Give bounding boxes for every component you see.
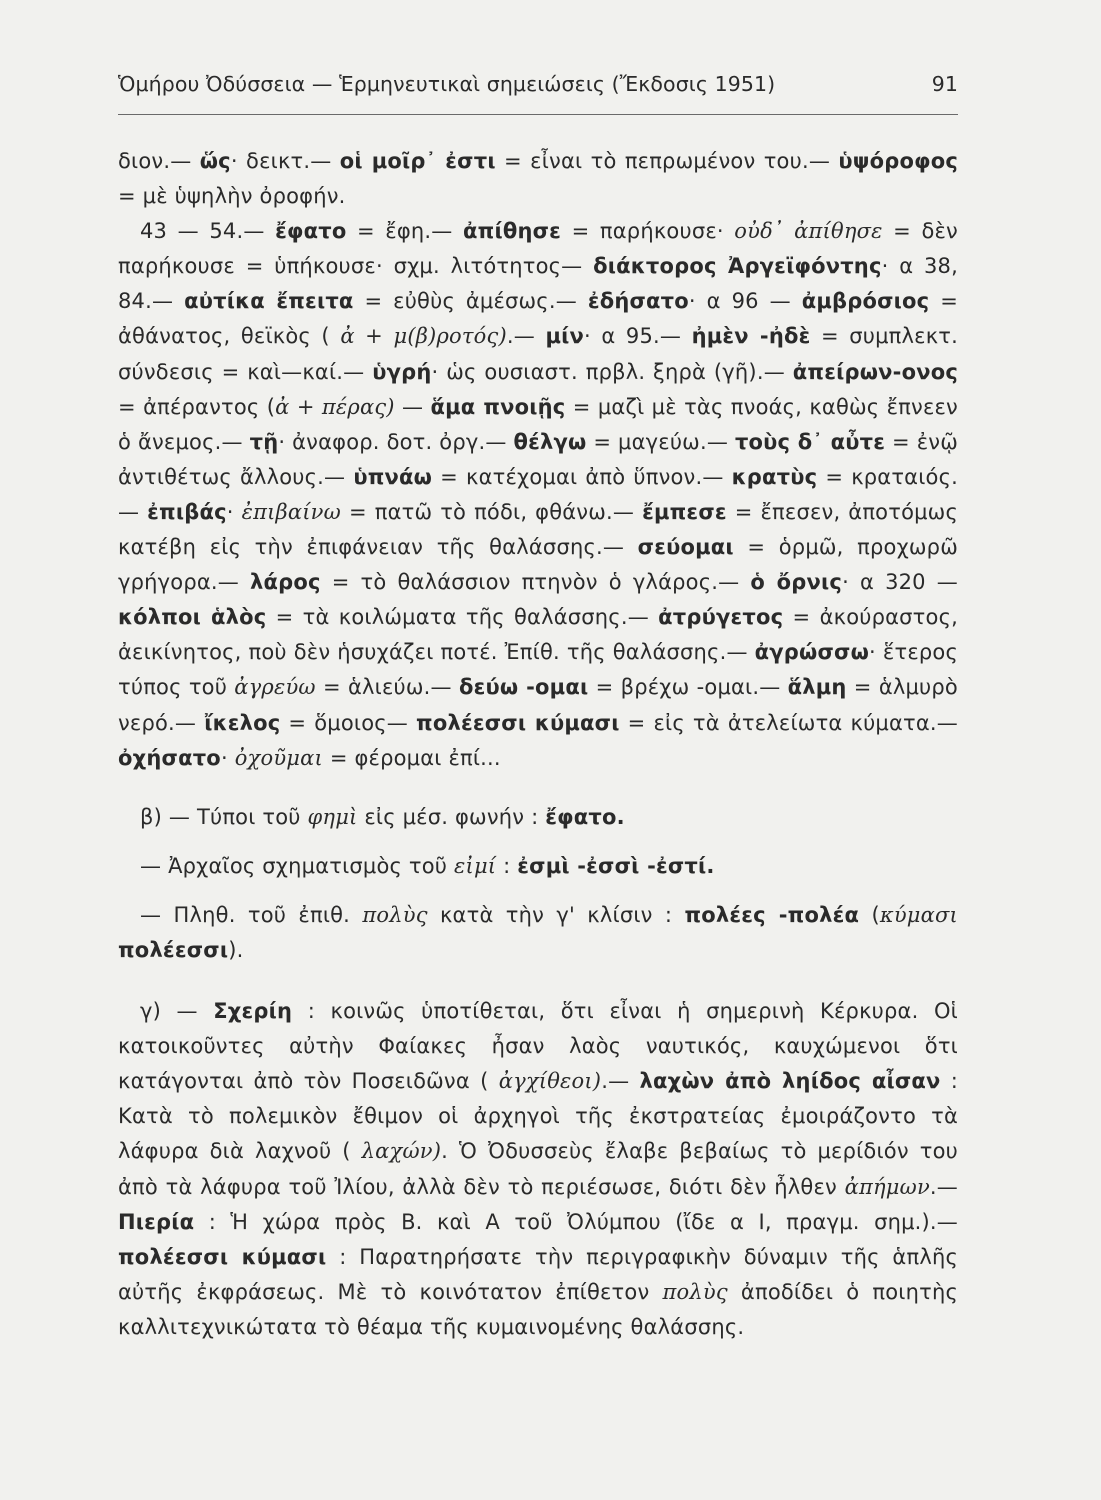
- italic-form: ἀπήμων: [844, 1174, 930, 1199]
- gloss-text: : κοινῶς ὑποτίθεται, ὅτι εἶναι ἡ σημερινὴ Κέρκυρα. Οἱ κατοικοῦντες αὐτὴν Φαίακες ἦσαν λαὸς ναυτικός, καυχώμενοι ὅτι κατάγονται ἀπὸ τὸν Ποσειδῶνα (: [118, 999, 958, 1094]
- gloss-text: = μὲ ὑψηλὴν ὀροφήν.: [118, 184, 346, 209]
- page-number: 91: [931, 72, 958, 96]
- gloss-text: · ὡς ουσιαστ. πρβλ. ξηρὰ (γῆ).—: [431, 359, 793, 384]
- italic-form: λαχών): [361, 1139, 442, 1164]
- gloss-text: · ἀναφορ. δοτ. ὀργ.—: [278, 429, 514, 454]
- gloss-text: : Ἡ χώρα πρὸς Β. καὶ Α τοῦ Ὀλύμπου (ἴδε α Ι, πραγμ. σημ.).—: [194, 1209, 958, 1234]
- lemma-term: κόλποι ἁλὸς: [118, 605, 267, 630]
- lemma-term: οἱ μοῖρ᾽ ἐστι: [339, 149, 496, 173]
- gloss-text: = ἐνῷ ἀντιθέτως ἄλλους.—: [118, 429, 958, 489]
- gloss-text: = μαζὶ μὲ τὰς πνοάς, καθὼς ἔπνεεν ὁ ἄνεμος.—: [118, 394, 958, 454]
- italic-form: οὐδ᾽ ἀπίθησε: [734, 219, 883, 244]
- paragraph-archaic-forms: [118, 849, 958, 884]
- lemma-term: ἀπίθησε: [463, 219, 562, 244]
- lemma-term: ἔμπεσε: [642, 499, 727, 524]
- gloss-text: = παρήκουσε·: [561, 219, 735, 244]
- lemma-term: πολέες -πολέα: [684, 902, 860, 927]
- gloss-text: διον.—: [118, 149, 200, 173]
- header-title: Ὁμήρου Ὀδύσσεια — Ἑρμηνευτικαὶ σημειώσεις (Ἔκδοσις 1951): [118, 72, 776, 96]
- gloss-text: .—: [929, 1174, 958, 1199]
- commentary-body: [118, 144, 958, 1345]
- lemma-term: πολέεσσι κύμασι: [118, 1244, 327, 1269]
- lemma-term: λάρος: [250, 570, 321, 595]
- gloss-text: = ἁλμυρὸ νερό.—: [118, 675, 958, 735]
- gloss-text: = μαγεύω.—: [586, 429, 735, 454]
- gloss-text: . Ὁ Ὀδυσσεὺς ἔλαβε βεβαίως τὸ μερίδιόν του ἀπὸ τὰ λάφυρα τοῦ Ἰλίου, ἀλλὰ δὲν τὸ περιέσωσε, διότι δὲν ἦλθεν: [118, 1139, 958, 1199]
- gloss-text: = βρέχω -ομαι.—: [588, 675, 788, 700]
- gloss-text: · α 96 —: [688, 289, 802, 314]
- gloss-text: = ἔφη.—: [346, 219, 464, 244]
- gloss-text: · α 95.—: [583, 324, 692, 349]
- lemma-term: ἀμβρόσιος: [801, 289, 930, 314]
- gloss-text: (: [859, 902, 880, 927]
- lemma-term: κρατὺς: [731, 464, 818, 489]
- gloss-text: = εὐθὺς ἀμέσως.—: [353, 289, 588, 314]
- gloss-text: = ἀπέραντος (: [118, 394, 276, 419]
- paragraph-plural-forms: [118, 898, 958, 968]
- lemma-term: ἅμα πνοιῇς: [430, 394, 566, 419]
- gloss-text: = ἀθάνατος, θεϊκὸς (: [118, 289, 958, 349]
- lemma-term: τῇ: [249, 429, 279, 454]
- gloss-text: εἰς μέσ. φωνήν :: [357, 804, 546, 829]
- lemma-term: ἐδήσατο: [587, 289, 689, 314]
- gloss-text: :: [496, 853, 518, 878]
- lemma-term: ἔφατο: [275, 219, 347, 244]
- gloss-text: — Ἀρχαῖος σχηματισμὸς τοῦ: [140, 853, 455, 878]
- italic-form: πολὺς: [662, 1279, 728, 1304]
- gloss-text: = φέρομαι ἐπί...: [322, 745, 501, 770]
- gloss-text: : Παρατηρήσατε τὴν περιγραφικὴν δύναμιν τῆς ἁπλῆς αὐτῆς ἐκφράσεως. Μὲ τὸ κοινότατον ἐπίθετον: [118, 1244, 958, 1304]
- lemma-term: ὥς: [199, 149, 231, 173]
- lemma-term: τοὺς δ᾽ αὖτε: [734, 429, 886, 454]
- gloss-text: = ἔπεσεν, ἀποτόμως κατέβη εἰς τὴν ἐπιφάνειαν τῆς θαλάσσης.—: [118, 499, 958, 560]
- italic-form: ἀ + μ(β)ροτός): [340, 324, 507, 349]
- italic-form: κύμασι: [879, 902, 958, 927]
- gloss-text: = κατέχομαι ἀπὸ ὕπνον.—: [432, 464, 732, 489]
- italic-form: πολὺς: [362, 902, 428, 927]
- header-rule: [118, 114, 958, 115]
- gloss-text: 43 — 54.—: [140, 219, 276, 244]
- gloss-text: = ἁλιεύω.—: [315, 675, 459, 700]
- italic-form: φημὶ: [307, 804, 358, 829]
- gloss-text: · α 320 —: [842, 570, 958, 595]
- gloss-text: = εἶναι τὸ πεπρωμένον του.—: [495, 149, 839, 173]
- gloss-text: —: [394, 394, 431, 419]
- lemma-term: αὐτίκα ἔπειτα: [184, 289, 354, 314]
- italic-form: εἰμί: [454, 853, 497, 878]
- italic-form: ἀγρεύω: [234, 675, 316, 700]
- gloss-text: ).: [228, 937, 244, 962]
- gloss-text: · δεικτ.—: [230, 149, 340, 173]
- lemma-term: ὁ ὄρνις: [750, 570, 843, 595]
- gloss-text: β) — Τύποι τοῦ: [140, 804, 308, 829]
- lemma-term: ἀτρύγετος: [658, 605, 784, 630]
- lemma-term: ἴκελος: [204, 710, 281, 735]
- italic-form: ἀγχίθεοι): [498, 1069, 602, 1094]
- lemma-term: ἀπείρων-ονος: [792, 359, 958, 384]
- gloss-text: γ) —: [140, 999, 214, 1024]
- lemma-term: Πιερία: [118, 1209, 195, 1234]
- lemma-term: μίν: [545, 324, 584, 349]
- italic-form: ὀχοῦμαι: [234, 745, 323, 770]
- gloss-text: = ὁρμῶ, προχωρῶ γρήγορα.—: [118, 535, 958, 595]
- gloss-text: — Πληθ. τοῦ ἐπιθ.: [140, 902, 363, 927]
- gloss-text: ·: [220, 745, 235, 770]
- lemma-term: λαχὼν ἀπὸ ληίδος αἶσαν: [639, 1069, 941, 1094]
- gloss-text: κατὰ τὴν γ' κλίσιν :: [427, 902, 685, 927]
- gloss-text: · α 38, 84.—: [118, 254, 958, 314]
- lemma-term: πολέεσσι: [118, 937, 229, 962]
- lemma-term: πολέεσσι κύμασι: [416, 710, 620, 735]
- gloss-text: ἀποδίδει ὁ ποιητὴς καλλιτεχνικώτατα τὸ θέαμα τῆς κυμαινομένης θαλάσσης.: [118, 1279, 959, 1339]
- paragraph-section-c: [118, 994, 958, 1345]
- gloss-text: = τὸ θαλάσσιον πτηνὸν ὁ γλάρος.—: [320, 570, 751, 595]
- lemma-term: ὑπνάω: [353, 464, 433, 489]
- italic-form: ἐπιβαίνω: [241, 499, 341, 524]
- gloss-text: = πατῶ τὸ πόδι, φθάνω.—: [340, 499, 643, 524]
- lemma-term: διάκτορος Ἀργεϊφόντης: [593, 254, 882, 279]
- lemma-term: ὑψόροφος: [838, 149, 959, 173]
- lemma-term: δεύω -ομαι: [458, 675, 589, 700]
- gloss-text: = δὲν παρήκουσε = ὑπήκουσε· σχμ. λιτότητος—: [118, 219, 958, 279]
- gloss-text: = συμπλεκτ. σύνδεσις = καὶ—καί.—: [118, 324, 958, 384]
- gloss-text: · ἕτερος τύπος τοῦ: [118, 640, 958, 700]
- lemma-term: ὀχήσατο: [118, 745, 221, 770]
- lemma-term: Σχερίη: [213, 999, 293, 1024]
- gloss-text: = ἀκούραστος, ἀεικίνητος, ποὺ δὲν ἡσυχάζει ποτέ. Ἐπίθ. τῆς θαλάσσης.—: [118, 605, 958, 665]
- gloss-text: ·: [226, 499, 242, 524]
- gloss-text: = ὅμοιος—: [280, 710, 417, 735]
- paragraph-section-b: [118, 800, 958, 835]
- gloss-text: = κραταιός.—: [118, 464, 958, 524]
- running-header: [118, 72, 958, 96]
- lemma-term: ἀγρώσσω: [754, 640, 870, 665]
- lemma-term: θέλγω: [513, 429, 587, 454]
- gloss-text: .—: [601, 1069, 640, 1094]
- gloss-text: = εἰς τὰ ἀτελείωτα κύματα.—: [619, 710, 958, 735]
- lemma-term: ἐπιβάς: [147, 499, 227, 524]
- lemma-term: ἠμὲν -ἠδὲ: [691, 324, 811, 349]
- lemma-term: ἔφατο.: [545, 804, 625, 829]
- lemma-term: ὑγρή: [372, 359, 432, 384]
- gloss-text: .—: [506, 324, 546, 349]
- paragraph-verses-43-54: [118, 214, 958, 776]
- lemma-term: ἅλμη: [787, 675, 847, 700]
- gloss-text: = τὰ κοιλώματα τῆς θαλάσσης.—: [266, 605, 659, 630]
- lemma-term: σεύομαι: [637, 535, 734, 560]
- lemma-term: ἐσμὶ -ἐσσὶ -ἐστί.: [517, 853, 715, 878]
- gloss-text: : Κατὰ τὸ πολεμικὸν ἔθιμον οἱ ἀρχηγοὶ τῆς ἐκστρατείας ἐμοιράζοντο τὰ λάφυρα διὰ λαχνοῦ (: [118, 1069, 959, 1164]
- italic-form: ἀ + πέρας): [275, 394, 395, 419]
- paragraph-continuation: [118, 144, 958, 214]
